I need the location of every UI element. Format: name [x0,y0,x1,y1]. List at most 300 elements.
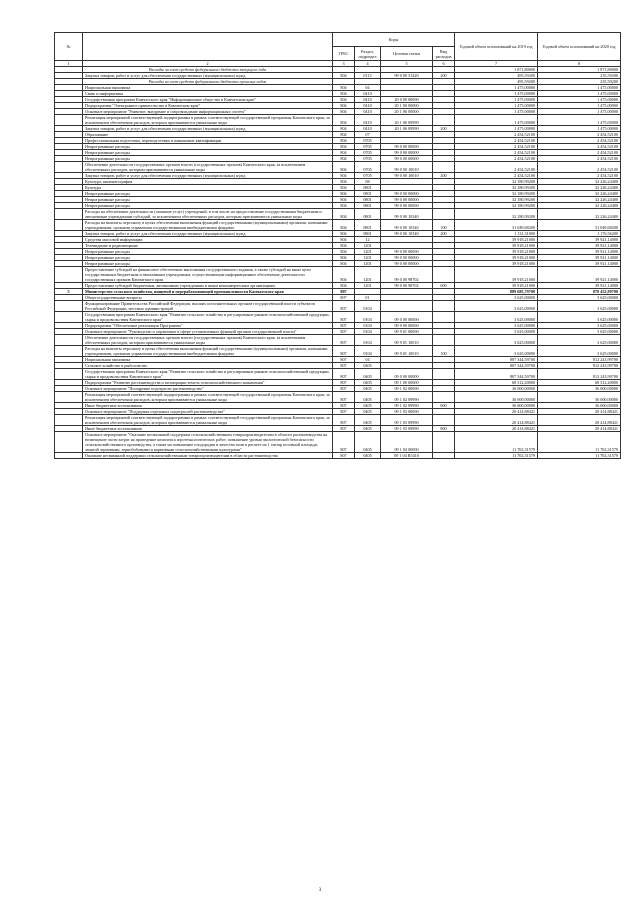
row-sum-2019: 36 000,00000 [455,403,538,409]
row-type: 200 [433,173,455,179]
row-sum-2020: 68 312,20000 [538,380,621,386]
table-row [55,209,621,220]
row-name: Непрограммные расходы [83,203,333,209]
row-num [55,209,83,220]
row-sum-2019: 889 685,79700 [455,289,538,295]
row-section: 1201 [355,249,381,255]
row-sum-2019: 3 625,00000 [455,329,538,335]
row-name: Непрограммные расходы [83,191,333,197]
row-type [433,453,455,459]
row-type [433,369,455,380]
row-name: Функционирование Правительства Российской Федерации, высших исполнительных органов государственной власти субъектов Российской Федерации, местных администраций [83,301,333,312]
row-section: 0405 [355,369,381,380]
row-target: 09 0 00 00000 [381,312,433,323]
header-col-number: 5 [381,61,433,67]
row-section: 1201 [355,267,381,283]
row-name: Закупка товаров, работ и услуг для обеспечения государственных (муниципальных) нужд [83,73,333,79]
row-section: 1201 [355,261,381,267]
row-num [55,220,83,231]
row-grbs: 804 [333,179,355,185]
row-section: 0405 [355,392,381,403]
row-sum-2019: 39 918,21000 [455,249,538,255]
row-name: Расходы на выплаты персоналу в целях обеспечения выполнения функций государственными (муниципальными) органами, казенными учреждениями, органами управления государственными внебюджетными фондами [83,346,333,357]
row-target: 20 1 00 00000 [381,103,433,109]
row-section: 0801 [355,191,381,197]
row-name: Основное мероприятие "Оказание несвязанной поддержки сельскохозяйственным товаропроизводителям в области растениеводства на возмещение части затрат на проведение комплекса агротехнологических работ, повышение уровня экологической безопасности сельскохозяйственного производства, а также на повышение плодородия и качества почв в расчете на 1 гектар посевной площади, занятой зерновыми, зернобобовыми и кормовыми сельскохозяйственными культурами" [83,432,333,453]
row-sum-2019: 36 000,00000 [455,386,538,392]
table-row [55,335,621,346]
row-grbs: 804 [333,156,355,162]
row-sum-2020: 1 475,00000 [538,126,621,132]
row-grbs: 807 [333,415,355,426]
row-section: 0104 [355,335,381,346]
row-name: Непрограммные расходы [83,255,333,261]
row-name: Расходы за счет средств федерального бюджета текущего года [83,67,333,73]
row-section: 0405 [355,409,381,415]
row-grbs: 807 [333,380,355,386]
row-section: 0705 [355,138,381,144]
row-target: 99 0 00 10010 [381,173,433,179]
row-sum-2020: 32 226,24400 [538,185,621,191]
row-target: 09 9 01 10010 [381,335,433,346]
row-sum-2020: 39 921,14000 [538,255,621,261]
row-sum-2020: 1 475,00000 [538,115,621,126]
table-row [55,369,621,380]
row-sum-2019: 495,59200 [455,79,538,85]
row-sum-2019: 32 180,99200 [455,209,538,220]
row-sum-2020: 2 454,52100 [538,173,621,179]
row-grbs: 804 [333,203,355,209]
row-name: Предоставление субсидий на финансовое обеспечение выполнения государственного задания, а также субсидий на иные цели государственным бюджетным и автономным учреждениям, осуществляющим информационное обеспечение деятельности государственных органов Камчатского края [83,267,333,283]
row-type [433,301,455,312]
row-section: 0405 [355,380,381,386]
row-sum-2020: 2 454,52100 [538,150,621,156]
header-sum-2019: Годовой объем ассигнований на 2019 год [455,33,538,61]
header-col-number: 8 [538,61,621,67]
row-target: 99 0 00 00000 [381,249,433,255]
row-grbs: 807 [333,295,355,301]
row-section: 0705 [355,162,381,173]
row-grbs: 807 [333,386,355,392]
row-sum-2019: 3 625,00000 [455,346,538,357]
row-sum-2019: 3 625,00000 [455,312,538,323]
row-sum-2019: 1 475,00000 [455,91,538,97]
row-name: Основное мероприятие "Поощрение подотрасли растениеводства" [83,386,333,392]
row-sum-2019: 2 454,52100 [455,162,538,173]
row-sum-2019: 39 918,21000 [455,261,538,267]
row-name: Основное мероприятие "Руководство и управление в сфере установленных функций органов государственной власти" [83,329,333,335]
row-sum-2020: 2 454,52100 [538,138,621,144]
row-section: 0801 [355,185,381,191]
row-grbs: 807 [333,409,355,415]
row-target: 20 1 06 09990 [381,115,433,126]
row-section: 08 [355,179,381,185]
row-sum-2020: 36 000,00000 [538,392,621,403]
row-grbs: 804 [333,162,355,173]
row-sum-2020: 32 226,24400 [538,209,621,220]
row-target: 09 1 02 09990 [381,392,433,403]
row-target: 09 1 03 00000 [381,409,433,415]
row-sum-2020: 235,59200 [538,73,621,79]
header-num: № [55,33,83,61]
row-grbs: 804 [333,85,355,91]
row-name: Непрограммные расходы [83,197,333,203]
row-type: 800 [433,426,455,432]
row-num [55,267,83,283]
row-sum-2019: 3 625,00000 [455,335,538,346]
row-grbs: 804 [333,283,355,289]
budget-table [54,32,621,459]
row-sum-2019: 32 180,99200 [455,185,538,191]
row-sum-2020: 3 625,00000 [538,295,621,301]
row-name: Телевидение и радиовещание [83,243,333,249]
row-section: 1201 [355,283,381,289]
row-section: 0801 [355,231,381,237]
row-grbs: 804 [333,261,355,267]
row-sum-2019: 32 180,99200 [455,203,538,209]
row-grbs: 807 [333,346,355,357]
row-grbs: 804 [333,267,355,283]
row-target: 99 0 00 98702 [381,283,433,289]
row-section: 0104 [355,301,381,312]
row-name: Культура, кинематография [83,179,333,185]
row-name: Непрограммные расходы [83,144,333,150]
row-target: 09 1 03 09990 [381,415,433,426]
table-row [55,115,621,126]
row-name: Общегосударственные вопросы [83,295,333,301]
row-grbs: 804 [333,132,355,138]
row-target: 09 1 04 R5410 [381,453,433,459]
row-sum-2020: 39 921,14000 [538,249,621,255]
row-sum-2020: 1 176,56200 [538,231,621,237]
header-sum-2020: Годовой объем ассигнований на 2020 год [538,33,621,61]
row-sum-2020: 2 454,52100 [538,132,621,138]
row-sum-2020: 3 625,00000 [538,329,621,335]
row-target: 99 0 00 51420 [381,73,433,79]
row-target: 99 0 00 10010 [381,162,433,173]
row-target: 99 0 00 10340 [381,209,433,220]
row-type: 100 [433,220,455,231]
row-sum-2019: 3 625,00000 [455,295,538,301]
row-section: 0410 [355,126,381,132]
row-grbs: 807 [333,323,355,329]
row-name: Государственная программа Камчатского края "Развитие сельского хозяйства и регулирование рынков сельскохозяйственной продукции, сырья и продовольствия Камчатского края" [83,369,333,380]
row-sum-2020: 39 921,14000 [538,237,621,243]
row-sum-2020: 20 414,88421 [538,409,621,415]
header-col-4: Вид расходов [433,47,455,61]
row-sum-2020: 31 049,68200 [538,220,621,231]
header-col-number: 1 [55,61,83,67]
row-num [55,346,83,357]
row-target: 99 0 00 98702 [381,267,433,283]
row-grbs: 804 [333,138,355,144]
row-grbs: 807 [333,426,355,432]
row-type: 200 [433,126,455,132]
row-name: Иные бюджетные ассигнования [83,426,333,432]
table-row [55,301,621,312]
row-grbs: 807 [333,453,355,459]
row-grbs: 804 [333,150,355,156]
row-sum-2019: 807 344,59700 [455,369,538,380]
row-sum-2019: 2 454,52100 [455,132,538,138]
row-type: 600 [433,283,455,289]
row-sum-2019: 2 454,52100 [455,156,538,162]
row-section: 0113 [355,73,381,79]
row-name: Расходы на выплаты персоналу в целях обеспечения выполнения функций государственными (муниципальными) органами, казенными учреждениями, органами управления государственными внебюджетными фондами [83,220,333,231]
row-type [433,267,455,283]
row-sum-2019: 39 918,21000 [455,283,538,289]
row-sum-2020: 32 226,24400 [538,197,621,203]
row-name: Непрограммные расходы [83,249,333,255]
row-sum-2020: 39 921,14000 [538,243,621,249]
row-name: Иные бюджетные ассигнования [83,403,333,409]
row-name: Образование [83,132,333,138]
row-num [55,432,83,453]
row-target: 09 1 04 00000 [381,432,433,453]
row-grbs: 804 [333,173,355,179]
row-section: 0104 [355,346,381,357]
row-sum-2019: 1 475,00000 [455,126,538,132]
row-target: 99 0 00 00000 [381,203,433,209]
row-name: Сельское хозяйство и рыболовство [83,363,333,369]
row-section: 0801 [355,220,381,231]
row-grbs: 804 [333,109,355,115]
row-target: 09 0 00 00000 [381,369,433,380]
row-sum-2019: 20 414,88421 [455,409,538,415]
row-name: Закупка товаров, работ и услуг для обеспечения государственных (муниципальных) нужд [83,173,333,179]
row-section: 0801 [355,197,381,203]
row-target: 09 9 00 00000 [381,323,433,329]
row-sum-2019: 1 475,00000 [455,115,538,126]
row-sum-2019: 36 000,00000 [455,392,538,403]
row-sum-2020: 39 921,14000 [538,267,621,283]
header-col-1: ГРБС [333,47,355,61]
row-grbs: 804 [333,185,355,191]
row-target: 09 9 01 10010 [381,346,433,357]
row-type [433,392,455,403]
row-name: Государственная программа Камчатского края "Информационное общество в Камчатском крае" [83,97,333,103]
table-row [55,162,621,173]
row-num [55,335,83,346]
row-name: Подпрограмма "Электронное правительство в Камчатском крае" [83,103,333,109]
row-grbs: 804 [333,255,355,261]
row-grbs: 807 [333,335,355,346]
row-grbs: 807 [333,403,355,409]
row-grbs: 804 [333,209,355,220]
table-row [55,346,621,357]
row-sum-2020: 39 921,14000 [538,261,621,267]
row-grbs: 807 [333,357,355,363]
row-name: Национальная экономика [83,357,333,363]
row-section: 0705 [355,150,381,156]
row-sum-2019: 20 414,88421 [455,415,538,426]
row-sum-2019: 1 871,80000 [455,67,538,73]
row-name: Реализация мероприятий соответствующей подпрограммы в рамках соответствующей государственной программы Камчатского края, за исключением обеспечения расходов, которым присваиваются уникальные коды [83,115,333,126]
row-sum-2019: 1 475,00000 [455,109,538,115]
row-grbs: 804 [333,191,355,197]
row-target: 09 1 02 09990 [381,403,433,409]
row-name: Культура [83,185,333,191]
row-sum-2020: 36 000,00000 [538,403,621,409]
row-section: 0405 [355,453,381,459]
row-name: Подпрограмма "Развитие растениеводства и мелиорации земель сельскохозяйственного назначения" [83,380,333,386]
row-section: 0410 [355,97,381,103]
row-sum-2019: 2 454,52100 [455,150,538,156]
row-section: 0410 [355,103,381,109]
row-sum-2019: 31 049,68200 [455,220,538,231]
row-sum-2020: 11 702,31579 [538,432,621,453]
row-section: 0410 [355,91,381,97]
row-sum-2019: 68 312,20000 [455,380,538,386]
row-name: Реализация мероприятий соответствующей подпрограммы в рамках соответствующей государственной программы Камчатского края, за исключением обеспечения расходов, которым присваиваются уникальные коды [83,392,333,403]
row-section: 0405 [355,403,381,409]
row-sum-2019: 2 454,52100 [455,173,538,179]
row-sum-2020: 2 454,52100 [538,156,621,162]
row-target: 99 0 00 00000 [381,261,433,267]
row-name: Непрограммные расходы [83,261,333,267]
row-sum-2019: 495,59200 [455,73,538,79]
row-name: Связь и информатика [83,91,333,97]
row-grbs: 807 [333,289,355,295]
row-type [433,415,455,426]
row-sum-2019: 807 344,59700 [455,357,538,363]
row-grbs: 804 [333,103,355,109]
table-row [55,415,621,426]
row-section: 0405 [355,426,381,432]
row-grbs: 807 [333,329,355,335]
row-sum-2020: 1 475,00000 [538,103,621,109]
row-name: Обеспечение деятельности государственных органов власти (государственных органов) Камчатского края, за исключением обеспеченных расходов, которым присваиваются уникальные коды [83,162,333,173]
row-target [381,301,433,312]
row-grbs: 804 [333,97,355,103]
row-section: 04 [355,357,381,363]
row-target: 99 0 00 00000 [381,191,433,197]
row-sum-2020: 20 414,88421 [538,426,621,432]
header-col-number: 4 [355,61,381,67]
row-section: 0104 [355,312,381,323]
row-sum-2020: 870 452,99700 [538,289,621,295]
row-name: Основное мероприятие "Развитие, внедрение и сопровождение информационных систем" [83,109,333,115]
row-sum-2020: 1 475,00000 [538,97,621,103]
header-col-2: Раздел, подраздел [355,47,381,61]
row-name: Министерство сельского хозяйства, пищевой и перерабатывающей промышленности Камчатского края [83,289,333,295]
header-col-number: 7 [455,61,538,67]
row-sum-2019: 2 454,52100 [455,138,538,144]
row-grbs: 804 [333,249,355,255]
row-name: Расходы на обеспечение деятельности (оказание услуг) учреждений, в том числе на предоставление государственным бюджетным и автономным учреждениям субсидий, за исключением обеспеченных расходов, которым присваиваются уникальные коды [83,209,333,220]
row-num [55,312,83,323]
header-col-number: 2 [83,61,333,67]
row-name: Подпрограмма "Обеспечение реализации Программы" [83,323,333,329]
row-sum-2019: 11 702,31579 [455,432,538,453]
row-sum-2020: 3 625,00000 [538,301,621,312]
row-grbs: 804 [333,220,355,231]
row-sum-2020: 3 625,00000 [538,346,621,357]
row-num [55,369,83,380]
row-num [55,392,83,403]
row-sum-2019: 39 918,21000 [455,255,538,261]
table-row [55,220,621,231]
row-sum-2019: 3 625,00000 [455,301,538,312]
row-grbs: 807 [333,432,355,453]
row-sum-2019: 20 414,88421 [455,426,538,432]
row-section: 12 [355,237,381,243]
header-codes: Коды [333,33,455,47]
row-section: 07 [355,132,381,138]
row-section: 0104 [355,323,381,329]
row-sum-2020: 32 226,24400 [538,203,621,209]
row-sum-2020: 812 243,99700 [538,363,621,369]
row-grbs: 804 [333,91,355,97]
row-sum-2020: 1 475,00000 [538,85,621,91]
row-sum-2020: 2 454,52100 [538,162,621,173]
row-num [55,301,83,312]
row-num: 5 [55,289,83,295]
header-name-blank [83,33,333,61]
row-target: 99 0 00 00000 [381,255,433,261]
row-target: 09 9 01 00000 [381,329,433,335]
row-target: 20 0 00 00000 [381,97,433,103]
header-col-number: 6 [433,61,455,67]
row-sum-2019: 1 131,31000 [455,231,538,237]
row-grbs: 807 [333,301,355,312]
row-section: 0410 [355,115,381,126]
row-sum-2019: 39 918,21000 [455,237,538,243]
row-section: 0104 [355,329,381,335]
row-sum-2020: 1 475,00000 [538,109,621,115]
row-type: 200 [433,73,455,79]
row-section: 0405 [355,415,381,426]
row-grbs: 804 [333,126,355,132]
row-target: 99 0 00 00000 [381,156,433,162]
row-sum-2019: 1 475,00000 [455,85,538,91]
row-sum-2019: 3 625,00000 [455,323,538,329]
row-grbs: 807 [333,392,355,403]
row-type [433,432,455,453]
header-col-3: Целевая статья [381,47,433,61]
row-target: 09 1 02 00000 [381,386,433,392]
row-sum-2020: 235,59200 [538,79,621,85]
row-name: Оказание несвязанной поддержки сельскохозяйственным товаропроизводителям в области растениеводства [83,453,333,459]
row-sum-2019: 39 918,21000 [455,267,538,283]
row-type [433,312,455,323]
row-section: 1201 [355,243,381,249]
row-sum-2019: 2 454,52100 [455,144,538,150]
row-name: Обеспечение деятельности государственных органов власти (государственных органов) Камчатского края, за исключением обеспеченных расходов, которым присваиваются уникальные коды [83,335,333,346]
row-sum-2020: 1 871,80000 [538,67,621,73]
row-grbs: 804 [333,197,355,203]
table-row [55,312,621,323]
row-target: 99 0 00 00000 [381,144,433,150]
row-name: Закупка товаров, работ и услуг для обеспечения государственных (муниципальных) нужд [83,231,333,237]
header-col-number: 3 [333,61,355,67]
row-target: 09 1 03 09990 [381,426,433,432]
row-sum-2020: 32 226,24400 [538,179,621,185]
row-sum-2019: 11 702,31579 [455,453,538,459]
row-section: 0405 [355,432,381,453]
row-section: 0705 [355,173,381,179]
row-num [55,162,83,173]
row-grbs: 804 [333,243,355,249]
row-grbs: 804 [333,231,355,237]
row-target: 09 1 00 00000 [381,380,433,386]
row-type: 100 [433,346,455,357]
row-name: Средства массовой информации [83,237,333,243]
row-grbs: 804 [333,73,355,79]
table-row [55,432,621,453]
row-target: 99 0 00 10340 [381,231,433,237]
row-name: Предоставление субсидий бюджетным, автономным учреждениям и иным некоммерческим организациям [83,283,333,289]
